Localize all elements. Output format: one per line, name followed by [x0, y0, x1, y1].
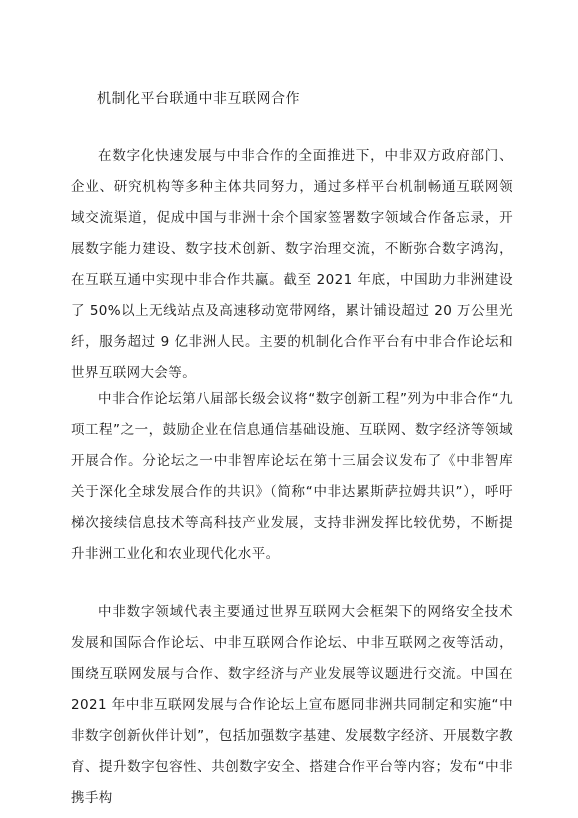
paragraph-2: 中非合作论坛第八届部长级会议将“数字创新工程”列为中非合作“九项工程”之一，鼓励企业在信息通信基础设施、互联网、数字经济等领域开展合作。分论坛之一中非智库论坛在第十三届会议发布了《中非智库关于深化全球发展合作的共识》（简称“中非达累斯萨拉姆共识”），呼吁梯次接续信息技术等高科技产业发展，支持非洲发挥比较优势，不断提升非洲工业化和农业现代化水平。 — [71, 391, 513, 562]
section-heading: 机制化平台联通中非互联网合作 — [97, 91, 300, 107]
paragraph-3: 中非数字领域代表主要通过世界互联网大会框架下的网络安全技术发展和国际合作论坛、中非互联网合作论坛、中非互联网之夜等活动，围绕互联网发展与合作、数字经济与产业发展等议题进行交流。中国在 2021 年中非互联网发展与合作论坛上宣布愿同非洲共同制定和实施“中非数字创新伙伴计划”，包括加强数字基建、发展数字经济、开展数字教育、提升数字包容性、共创数字安全、搭建合作平台等内容；发布“中非携手构 — [71, 604, 513, 806]
paragraph-1: 在数字化快速发展与中非合作的全面推进下，中非双方政府部门、企业、研究机构等多种主体共同努力，通过多样平台机制畅通互联网领域交流渠道，促成中国与非洲十余个国家签署数字领域合作备忘录，开展数字能力建设、数字技术创新、数字治理交流，不断弥合数字鸿沟，在互联互通中实现中非合作共赢。截至 2021 年底，中国助力非洲建设了 50%以上无线站点及高速移动宽带网络，累计铺设超过 20 万公里光纤，服务超过 9 亿非洲人民。主要的机制化合作平台有中非合作论坛和世界互联网大会等。 — [71, 148, 513, 381]
